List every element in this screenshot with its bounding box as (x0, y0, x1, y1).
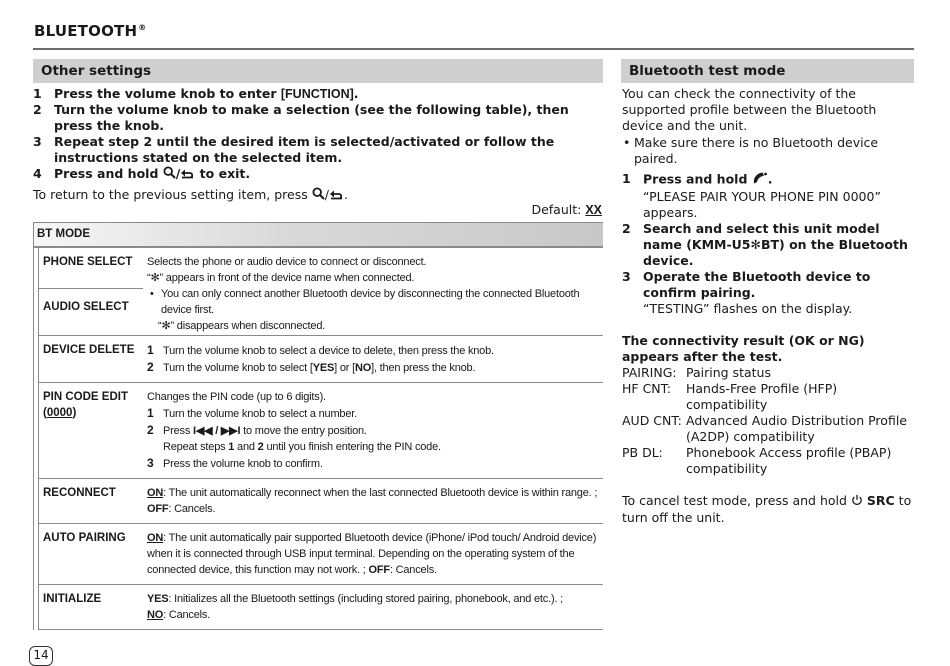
option-yes: YES (147, 593, 169, 605)
pin-default-value: 0000 (46, 407, 73, 419)
step-text: Press and hold (643, 171, 752, 187)
option-off: OFF (147, 503, 169, 515)
bt-mode-header: BT MODE (33, 222, 603, 248)
repeat-step-ref: 2 (257, 441, 264, 453)
step-number: 2 (33, 102, 42, 117)
bt-mode-body (33, 248, 603, 630)
test-step-2 (622, 221, 917, 269)
definition-key: HF CNT: (622, 381, 672, 396)
initialize-label: INITIALIZE (43, 593, 102, 605)
auto-pairing-label: AUTO PAIRING (43, 532, 126, 544)
bullet-note (622, 135, 917, 167)
step-number: 2 (147, 423, 154, 437)
option-on: ON (147, 487, 164, 499)
step-number: 2 (147, 360, 154, 374)
src-key: SRC (866, 493, 895, 508)
device-delete-label: DEVICE DELETE (43, 344, 135, 356)
page-title-text: BLUETOOTH (34, 22, 138, 40)
auto-pairing-description (147, 524, 603, 584)
definition-value: Hands-Free Profile (HFP) compatibility (686, 381, 838, 412)
definition-value: Pairing status (686, 365, 771, 380)
skip-buttons-icon: I◀◀ / ▶▶I (192, 425, 241, 437)
section-header-other-settings: Other settings (33, 59, 603, 83)
option-no: NO (147, 609, 164, 621)
desc-repeat (147, 439, 599, 455)
bullet-text: You can only connect another Bluetooth device by disconnecting the connected Bluetooth device first. (161, 288, 580, 316)
result-heading: The connectivity result (OK or NG) appears after the test. (622, 333, 865, 364)
reconnect-description (147, 479, 603, 523)
step-number: 2 (622, 221, 631, 236)
cancel-text: To cancel test mode, press and hold (622, 493, 851, 508)
table-row-auto-pairing (39, 524, 603, 585)
back-icon (329, 188, 344, 204)
desc-step (147, 359, 599, 376)
pin-default: (0000) (43, 407, 77, 419)
step-text: ], then press the knob. (371, 362, 476, 374)
step-number: 1 (147, 343, 154, 357)
definition-row (622, 413, 917, 445)
back-icon (180, 167, 195, 183)
search-icon (312, 187, 325, 204)
search-icon (163, 166, 176, 183)
return-text: To return to the previous setting item, press (33, 187, 312, 202)
option-text: : Cancels. (163, 609, 211, 621)
definition-key: PAIRING: (622, 365, 677, 380)
definition-key: PB DL: (622, 445, 663, 460)
function-label: [FUNCTION] (280, 87, 354, 101)
repeat-step-ref: 1 (228, 441, 235, 453)
repeat-text: Repeat steps (163, 441, 229, 453)
step-text: Turn the volume knob to select a device to delete, then press the knob. (163, 345, 494, 357)
bullet-text: Make sure there is no Bluetooth device paired. (634, 135, 879, 166)
definition-row (622, 445, 917, 477)
table-row-device-delete (39, 336, 603, 383)
step-number: 1 (33, 86, 42, 101)
desc-line (147, 530, 599, 578)
repeat-text: until you finish entering the PIN code. (263, 441, 441, 453)
test-step-3 (622, 269, 917, 317)
desc-step (147, 405, 599, 422)
definition-row (622, 365, 917, 381)
return-instruction (33, 187, 603, 204)
reconnect-label: RECONNECT (43, 487, 116, 499)
table-row-reconnect (39, 479, 603, 524)
definition-row (622, 381, 917, 413)
cancel-instruction (622, 493, 917, 526)
table-row-pin-code-edit (39, 383, 603, 479)
audio-select-label: AUDIO SELECT (43, 301, 129, 313)
bullet-dot: • (623, 135, 631, 150)
option-text: : The unit automatically pair supported Bluetooth device (iPhone/ iPod touch/ Android device) when it is connected through USB input terminal. Depending on the operating system of the connected device, this function may not work. ; (147, 532, 597, 576)
page-number: 14 (29, 646, 53, 666)
registered-mark: ® (138, 23, 147, 32)
section-header-bluetooth-test-mode: Bluetooth test mode (621, 59, 914, 83)
step-text: Press the volume knob to enter (54, 86, 281, 101)
desc-step (147, 342, 599, 359)
phone-select-label: PHONE SELECT (39, 248, 143, 289)
desc-line: “✻” disappears when disconnected. (158, 320, 326, 332)
desc-bullet (147, 286, 599, 318)
pin-code-edit-description (147, 383, 603, 478)
table-row-initialize (39, 585, 603, 630)
step-text: Press (163, 425, 193, 437)
default-legend (531, 202, 602, 217)
bt-mode-table (33, 222, 603, 630)
step-text: Turn the volume knob to select a number. (163, 408, 357, 420)
definition-value: Advanced Audio Distribution Profile (A2DP) compatibility (686, 413, 907, 444)
result-definitions (622, 365, 917, 477)
power-icon (851, 494, 863, 510)
desc-line: “✻” appears in front of the device name when connected. (147, 272, 415, 284)
option-text: : The unit automatically reconnect when the last connected Bluetooth device is within range. ; (163, 487, 598, 499)
intro-text: You can check the connectivity of the supported profile between the Bluetooth device and the unit. (622, 86, 877, 133)
step-text: ] or [ (334, 362, 355, 374)
step-1 (33, 86, 603, 102)
option-on: ON (147, 532, 164, 544)
step-text: Press the volume knob to confirm. (163, 458, 323, 470)
definition-value: Phonebook Access profile (PBAP) compatibility (686, 445, 892, 476)
return-text-end: . (343, 187, 348, 202)
step-number: 3 (147, 456, 154, 470)
desc-line (147, 591, 599, 607)
option-text: : Initializes all the Bluetooth settings (including stored pairing, phonebook, and etc.). ; (168, 593, 563, 605)
step-body (643, 269, 917, 317)
bullet-dot: • (150, 288, 154, 300)
test-step-1 (622, 171, 917, 221)
cancel-text: to turn off the unit. (622, 493, 912, 525)
page-title (34, 22, 146, 40)
step-2 (33, 102, 603, 134)
desc-step (147, 422, 599, 439)
bluetooth-test-mode-content (622, 86, 917, 526)
step-text-end: . (767, 171, 773, 187)
step-3 (33, 134, 603, 166)
step-text: Repeat step 2 until the desired item is selected/activated or follow the instructions stated on the selected item. (54, 134, 555, 165)
option-text: : Cancels. (168, 503, 216, 515)
step-number: 3 (622, 269, 631, 284)
step-note: “TESTING” flashes on the display. (643, 301, 853, 316)
default-value: XX (585, 203, 602, 217)
desc-step (147, 455, 599, 472)
desc-line (147, 501, 599, 517)
repeat-text: and (234, 441, 258, 453)
step-note: “PLEASE PAIR YOUR PHONE PIN 0000” appears. (643, 189, 881, 220)
initialize-description (147, 585, 603, 629)
icon-separator: / (324, 187, 329, 202)
phone-icon (752, 171, 768, 189)
other-settings-steps (33, 86, 603, 204)
default-label: Default: (531, 202, 586, 217)
step-number: 4 (33, 166, 42, 181)
step-punct: . (353, 86, 359, 101)
table-row-phone-audio-select (39, 248, 603, 336)
option-no: NO (354, 362, 372, 374)
step-text-end: to exit. (195, 166, 251, 181)
select-description (147, 248, 603, 335)
label-text: PIN CODE EDIT (43, 391, 128, 403)
step-text: Turn the volume knob to select [ (163, 362, 313, 374)
option-yes: YES (312, 362, 335, 374)
desc-line (147, 607, 599, 623)
option-off: OFF (368, 564, 390, 576)
step-text: Search and select this unit model name (KMM-U5✻BT) on the Bluetooth device. (643, 221, 908, 268)
desc-line (147, 485, 599, 501)
step-text: Operate the Bluetooth device to confirm pairing. (643, 269, 871, 300)
pin-code-edit-label (39, 383, 147, 478)
step-text: Press and hold (54, 166, 163, 181)
step-text: Turn the volume knob to make a selection (see the following table), then press the knob. (54, 102, 569, 133)
step-4 (33, 166, 603, 183)
desc-line: Changes the PIN code (up to 6 digits). (147, 391, 326, 403)
select-labels (39, 248, 147, 335)
title-divider (33, 48, 914, 50)
definition-key: AUD CNT: (622, 413, 682, 428)
step-number: 3 (33, 134, 42, 149)
step-number: 1 (622, 171, 631, 186)
option-text: : Cancels. (389, 564, 437, 576)
step-text: to move the entry position. (240, 425, 367, 437)
device-delete-description (147, 336, 603, 382)
step-number: 1 (147, 406, 154, 420)
desc-line: Selects the phone or audio device to connect or disconnect. (147, 256, 427, 268)
icon-separator: / (175, 166, 181, 181)
step-body (643, 171, 917, 221)
